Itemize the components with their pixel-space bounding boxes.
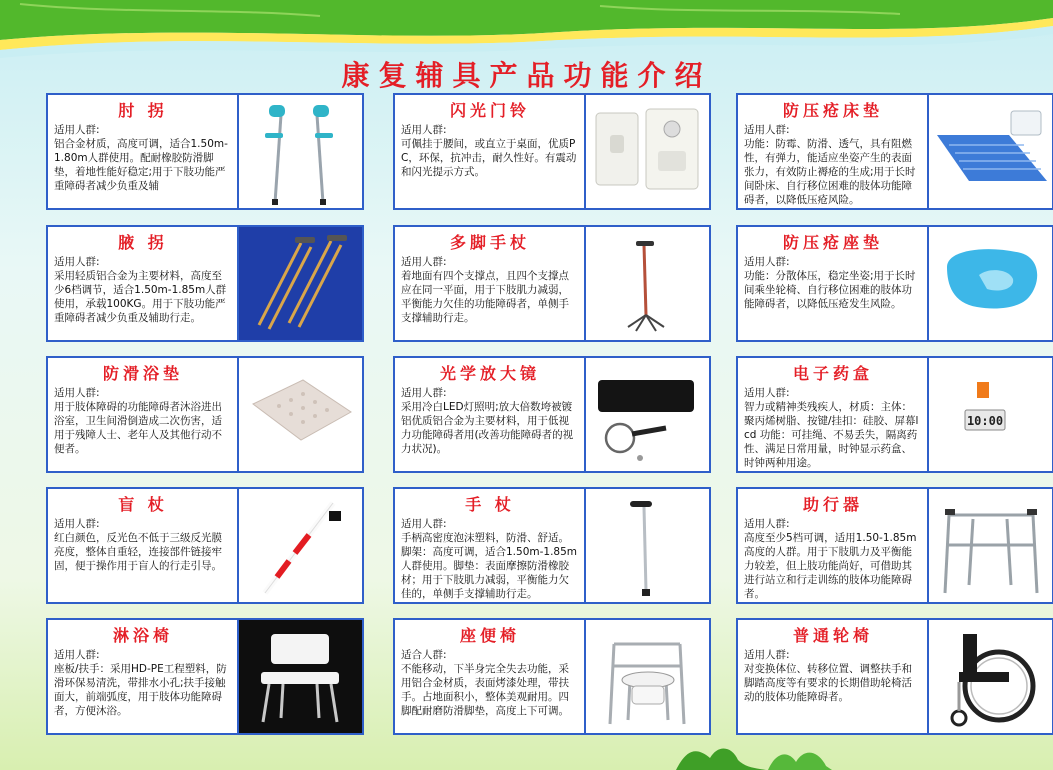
product-card-white-cane [46,487,364,604]
audience-label: 适用人群: [744,124,790,136]
product-name: 肘 拐 [118,101,168,120]
product-image [237,620,362,733]
grass-decoration [676,740,836,770]
product-name: 手 杖 [465,495,515,514]
audience-label: 适用人群: [54,387,100,399]
product-name: 淋浴椅 [112,626,173,645]
pill-box-display: 10:00 [966,414,1004,428]
product-name: 防滑浴垫 [102,364,183,383]
product-image [927,620,1052,733]
product-description: 功能：分散体压，稳定坐姿;用于长时间乘坐轮椅、自行移位困难的肢体功能障碍者，以降低压疮发生风险。 [744,270,916,310]
product-card-walker [736,487,1053,604]
product-name: 普通轮椅 [792,626,873,645]
quad-cane-icon [586,227,709,340]
audience-label: 适合人群: [401,649,447,661]
product-card-walking-cane [393,487,711,604]
audience-label: 适用人群: [744,256,790,268]
elbow-crutch-icon [239,95,362,208]
product-description: 着地面有四个支撑点，且四个支撑点应在同一平面，用于下肢肌力减弱，平衡能力欠佳的功能障碍者，单侧手支撑辅助行走。 [401,270,569,324]
product-image [927,95,1052,208]
product-card-shower-chair [46,618,364,735]
white-cane-icon [239,489,362,602]
product-name: 闪光门铃 [449,101,530,120]
product-image [584,620,709,733]
product-card-axillary-crutch [46,225,364,342]
product-card-elbow-crutch [46,93,364,210]
product-description: 不能移动，下半身完全失去功能，采用铝合金材质，表面烤漆处理，带扶手。占地面积小，整体美观耐用。四脚配耐磨防滑脚垫，高度上下可调。 [401,663,569,717]
product-image [927,227,1052,340]
product-card-quad-cane [393,225,711,342]
product-name: 盲 杖 [118,495,168,514]
product-description: 采用轻质铝合金为主要材料，高度至少6档调节，适合1.50m-1.85m人群使用，承载100KG。用于下肢功能严重障碍者减少负重及辅助行走。 [54,270,227,324]
product-image [927,358,1052,471]
commode-chair-icon [586,620,709,733]
product-name: 电子药盒 [792,364,873,383]
product-description: 用于肢体障碍的功能障碍者沐浴进出浴室，卫生间滑倒造成二次伤害，适用于残障人士、老年人及其他行动不便者。 [54,401,222,455]
product-image [584,227,709,340]
product-card-pill-box [736,356,1053,473]
product-card-bath-mat [46,356,364,473]
product-description: 红白颜色，反光色不低于三级反光膜亮度，整体自重轻，连接部件链接牢固，便于操作用于盲人的行走引导。 [54,532,222,572]
product-card-flash-doorbell [393,93,711,210]
product-card-commode-chair [393,618,711,735]
product-card-wheelchair [736,618,1053,735]
product-name: 座便椅 [459,626,520,645]
product-image [237,358,362,471]
product-description: 高度至少5档可调，适用1.50-1.85m高度的人群。用于下肢肌力及平衡能力较差，但上肢功能尚好，可借助其进行站立和行走训练的肢体功能障碍者。 [744,532,917,600]
audience-label: 适用人群: [401,124,447,136]
product-name: 多脚手杖 [449,233,530,252]
product-description: 座板/扶手：采用HD-PE工程塑料，防滑环保易清洗，带排水小孔;扶手接触面大，前端弧度，用于肢体功能障碍者，方便沐浴。 [54,663,227,717]
cushion-icon [929,227,1052,340]
product-description: 智力或精神类残疾人，材质：主体：聚丙烯树脂、按键/挂扣：硅胶、屏幕lcd 功能：可挂绳、不易丢失，隔离药性、满足日常用量，时钟显示药盒、时钟两种用途。 [744,401,919,469]
product-name: 腋 拐 [118,233,168,252]
audience-label: 适用人群: [401,518,447,530]
product-image [927,489,1052,602]
product-card-anti-bedsore-mattress [736,93,1053,210]
product-description: 手柄高密度泡沫塑料，防滑、舒适。脚架：高度可调，适合1.50m-1.85m人群使用。脚垫：表面摩擦防滑橡胶材；用于下肢肌力减弱，平衡能力欠佳的，单侧手支撑辅助行走。 [401,532,578,600]
product-card-anti-bedsore-cushion [736,225,1053,342]
audience-label: 适用人群: [744,649,790,661]
audience-label: 适用人群: [401,256,447,268]
product-name: 助行器 [802,495,863,514]
product-image [584,95,709,208]
product-description: 可佩挂于腰间，或直立于桌面，优质PC，环保，抗冲击，耐久性好。有震动和闪光提示方式。 [401,138,577,178]
pill-box-icon [929,358,1052,471]
mattress-icon [929,95,1052,208]
audience-label: 适用人群: [401,387,447,399]
product-image [237,489,362,602]
wheelchair-icon [929,620,1052,733]
flash-doorbell-icon [586,95,709,208]
product-image [584,489,709,602]
magnifier-icon [586,358,709,471]
product-description: 功能：防霉、防滑、透气，具有阻燃性，有弹力，能适应坐姿产生的表面张力，有效防止褥疮的生成;用于长时间卧床、自行移位困难的肢体功能障碍者，以降低压疮风险。 [744,138,916,206]
product-image [584,358,709,471]
audience-label: 适用人群: [54,256,100,268]
product-name: 光学放大镜 [439,364,540,383]
audience-label: 适用人群: [54,518,100,530]
walking-cane-icon [586,489,709,602]
product-description: 铝合金材质，高度可调，适合1.50m-1.80m人群使用。配耐橡胶防滑脚垫，着地性能好稳定;用于下肢功能严重障碍者减少负重及辅 [54,138,228,192]
shower-chair-icon [239,620,362,733]
product-description: 对变换体位、转移位置、调整扶手和脚踏高度等有要求的长期借助轮椅活动的肢体功能障碍者。 [744,663,912,703]
audience-label: 适用人群: [744,387,790,399]
product-card-magnifier [393,356,711,473]
axillary-crutch-icon [239,227,362,340]
product-image [237,227,362,340]
audience-label: 适用人群: [744,518,790,530]
page-title: 康复辅具产品功能介绍 [341,59,712,92]
product-description: 采用冷白LED灯照明;放大倍数垮被镀铝优质铝合金为主要材料，用于低视力功能障碍者用(改善功能障碍者的视力状况)。 [401,401,574,455]
top-decorative-band [0,0,1053,62]
product-name: 防压疮座垫 [782,233,883,252]
audience-label: 适用人群: [54,124,100,136]
audience-label: 适用人群: [54,649,100,661]
product-name: 防压疮床垫 [782,101,883,120]
walker-icon [929,489,1052,602]
product-image [237,95,362,208]
bath-mat-icon [239,358,362,471]
